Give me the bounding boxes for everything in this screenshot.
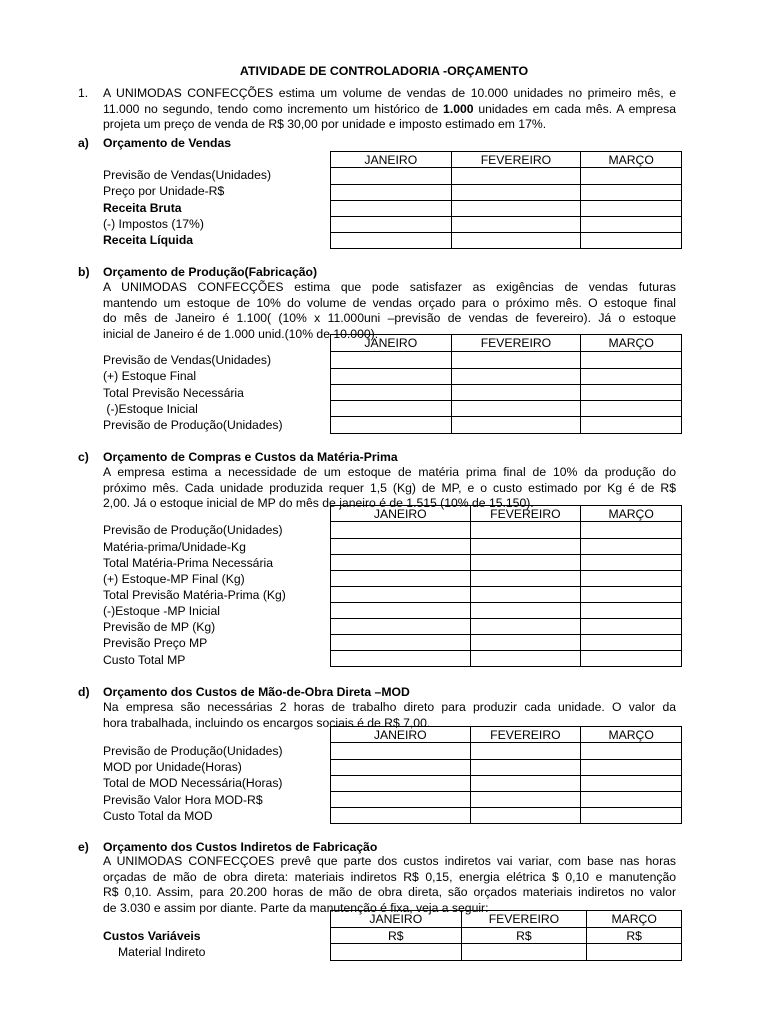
- row-label: Previsão de Vendas(Unidades): [103, 353, 272, 367]
- table-cell[interactable]: [331, 522, 471, 539]
- row-label: Custo Total MP: [103, 653, 186, 667]
- row-label: (+) Estoque-MP Final (Kg): [103, 572, 245, 586]
- table-cell[interactable]: [581, 233, 682, 249]
- table-cell[interactable]: [581, 635, 682, 651]
- table-cell[interactable]: [470, 555, 581, 571]
- section-letter: c): [78, 450, 89, 464]
- month-header: JANEIRO: [331, 335, 452, 352]
- currency-cell: R$: [331, 928, 462, 944]
- table-cell[interactable]: [470, 760, 581, 776]
- table-cell[interactable]: [587, 944, 682, 961]
- paragraph-line: Na empresa são necessárias 2 horas de trabalho direto para produzir cada unidade. O valor da: [103, 700, 676, 714]
- month-header: JANEIRO: [331, 911, 462, 928]
- section-title: Orçamento de Compras e Custos da Matéria-Prima: [103, 450, 398, 464]
- row-label: Previsão Preço MP: [103, 636, 208, 650]
- row-label: Previsão de Vendas(Unidades): [103, 168, 272, 182]
- row-label: (-)Estoque Inicial: [103, 402, 198, 416]
- table-cell[interactable]: [470, 792, 581, 808]
- table-cell[interactable]: [451, 233, 581, 249]
- table-cell[interactable]: [331, 401, 452, 417]
- table-cell[interactable]: [331, 185, 452, 201]
- row-label: Previsão de Produção(Unidades): [103, 523, 283, 537]
- month-header: FEVEREIRO: [470, 727, 581, 743]
- table-cell[interactable]: [331, 539, 471, 555]
- budget-table: [330, 726, 682, 824]
- paragraph-line: mantendo um estoque de 10% do volume de vendas orçado para o próximo mês. O estoque final: [103, 295, 676, 310]
- section-letter: b): [78, 265, 90, 279]
- table-cell[interactable]: [581, 217, 682, 233]
- table-cell[interactable]: [331, 944, 462, 961]
- paragraph-line: hora trabalhada, incluindo os encargos sociais é de R$ 7,00.: [103, 715, 431, 730]
- table-cell[interactable]: [581, 760, 682, 776]
- section-paragraph: [103, 854, 676, 916]
- row-label: Previsão Valor Hora MOD-R$: [103, 793, 263, 807]
- table-cell[interactable]: [581, 539, 682, 555]
- budget-table: [330, 151, 682, 249]
- table-cell[interactable]: [331, 651, 471, 667]
- intro-line: 11.000 no segundo, tendo como incremento um histórico de 1.000 unidades em cada mês. A empresa: [103, 101, 676, 116]
- month-header: MARÇO: [581, 335, 682, 352]
- paragraph-line: inicial de Janeiro é de 1.000 unid.(10% de 10.000).: [103, 326, 379, 341]
- table-cell[interactable]: [451, 385, 581, 401]
- month-header: MARÇO: [581, 152, 682, 168]
- table-cell[interactable]: [581, 385, 682, 401]
- table-cell[interactable]: [581, 808, 682, 824]
- table-cell[interactable]: [581, 619, 682, 635]
- table-cell[interactable]: [451, 369, 581, 385]
- table-cell[interactable]: [331, 603, 471, 619]
- month-header: MARÇO: [587, 911, 682, 928]
- currency-cell: R$: [461, 928, 587, 944]
- row-label: Total Previsão Matéria-Prima (Kg): [103, 588, 286, 602]
- table-cell[interactable]: [581, 743, 682, 760]
- table-cell[interactable]: [470, 571, 581, 587]
- table-cell[interactable]: [470, 776, 581, 792]
- row-label: Custo Total da MOD: [103, 809, 213, 823]
- table-cell[interactable]: [331, 217, 452, 233]
- section-letter: a): [78, 136, 89, 150]
- section-paragraph: [103, 280, 676, 342]
- page-title: ATIVIDADE DE CONTROLADORIA -ORÇAMENTO: [239, 64, 529, 78]
- table-cell[interactable]: [331, 233, 452, 249]
- month-header: FEVEREIRO: [470, 506, 581, 522]
- table-cell[interactable]: [581, 201, 682, 217]
- table-cell[interactable]: [470, 587, 581, 603]
- table-cell[interactable]: [470, 603, 581, 619]
- currency-cell: R$: [587, 928, 682, 944]
- intro-line: projeta um preço de venda de R$ 30,00 por unidade e imposto estimado em 17%.: [103, 117, 547, 131]
- paragraph-line: orçadas de mão de obra direta: materiais indiretos R$ 0,15, energia elétrica $ 0,10 e manutenção: [103, 869, 676, 884]
- table-cell[interactable]: [331, 743, 471, 760]
- section-letter: e): [78, 840, 89, 854]
- section-title: Orçamento de Vendas: [103, 136, 232, 150]
- row-label: (-)Estoque -MP Inicial: [103, 604, 220, 618]
- paragraph-line: A UNIMODAS CONFECÇOES prevê que parte dos custos indiretos vai variar, com base nas horas: [103, 854, 676, 868]
- month-header: JANEIRO: [331, 506, 471, 522]
- table-cell[interactable]: [451, 201, 581, 217]
- table-cell[interactable]: [331, 619, 471, 635]
- table-cell[interactable]: [470, 635, 581, 651]
- table-cell[interactable]: [451, 417, 581, 434]
- month-header: FEVEREIRO: [451, 335, 581, 352]
- row-label: Custos Variáveis: [103, 929, 201, 943]
- paragraph-line: de 3.030 e assim por diante. Parte da manutenção é fixa, veja a seguir:: [103, 900, 489, 915]
- table-cell[interactable]: [581, 603, 682, 619]
- table-cell[interactable]: [331, 369, 452, 385]
- row-label: Total Previsão Necessária: [103, 386, 244, 400]
- table-cell[interactable]: [331, 555, 471, 571]
- table-cell[interactable]: [581, 168, 682, 185]
- paragraph-line: A UNIMODAS CONFECÇÕES estima que pode satisfazer as exigências de vendas futuras: [103, 280, 676, 294]
- row-label: Total Matéria-Prima Necessária: [103, 556, 273, 570]
- table-cell[interactable]: [581, 522, 682, 539]
- table-cell[interactable]: [470, 743, 581, 760]
- month-header: JANEIRO: [331, 152, 452, 168]
- table-cell[interactable]: [451, 217, 581, 233]
- row-label: Receita Líquida: [103, 233, 194, 247]
- table-cell[interactable]: [331, 635, 471, 651]
- paragraph-line: R$ 0,10. Assim, para 20.200 horas de mão de obra direta, são orçados materiais indiretos no valor: [103, 885, 676, 899]
- table-cell[interactable]: [331, 571, 471, 587]
- budget-table: [330, 505, 682, 667]
- table-cell[interactable]: [581, 651, 682, 667]
- row-label: (-) Impostos (17%): [103, 217, 204, 231]
- month-header: JANEIRO: [331, 727, 471, 743]
- row-label: Receita Bruta: [103, 201, 182, 215]
- table-cell[interactable]: [451, 185, 581, 201]
- row-label: Preço por Unidade-R$: [103, 184, 225, 198]
- table-cell[interactable]: [581, 185, 682, 201]
- intro-paragraph: [103, 86, 676, 133]
- paragraph-line: próximo mês. Cada unidade produzida requer 1,5 (Kg) de MP, e o custo estimado por Kg é de R$: [103, 480, 676, 495]
- table-cell[interactable]: [581, 571, 682, 587]
- paragraph-line: 2,00. Já o estoque inicial de MP do mês de janeiro é de 1.515 (10% de 15.150).: [103, 496, 534, 510]
- table-cell[interactable]: [331, 385, 452, 401]
- table-cell[interactable]: [581, 587, 682, 603]
- section-letter: d): [78, 685, 90, 699]
- row-label: Total de MOD Necessária(Horas): [103, 776, 283, 790]
- table-cell[interactable]: [331, 201, 452, 217]
- table-cell[interactable]: [581, 555, 682, 571]
- row-label: Previsão de MP (Kg): [103, 620, 216, 634]
- table-cell[interactable]: [331, 776, 471, 792]
- month-header: MARÇO: [581, 506, 682, 522]
- table-cell[interactable]: [331, 808, 471, 824]
- table-cell[interactable]: [331, 417, 452, 434]
- table-cell[interactable]: [331, 760, 471, 776]
- section-title: Orçamento de Produção(Fabricação): [103, 265, 318, 279]
- table-cell[interactable]: [581, 401, 682, 417]
- row-label: (+) Estoque Final: [103, 369, 197, 383]
- month-header: FEVEREIRO: [451, 152, 581, 168]
- table-cell[interactable]: [470, 808, 581, 824]
- table-cell[interactable]: [470, 651, 581, 667]
- row-label: Previsão de Produção(Unidades): [103, 744, 283, 758]
- table-cell[interactable]: [470, 619, 581, 635]
- paragraph-line: A empresa estima a necessidade de um estoque de matéria prima final de 10% da produção do: [103, 465, 676, 479]
- table-cell[interactable]: [581, 776, 682, 792]
- table-cell[interactable]: [470, 539, 581, 555]
- section-title: Orçamento dos Custos Indiretos de Fabricação: [103, 840, 378, 854]
- table-cell[interactable]: [451, 401, 581, 417]
- paragraph-line: do mês de Janeiro é 1.100( (10% x 11.000uni –previsão de vendas de fevereiro). Já o estoque: [103, 311, 676, 325]
- table-cell[interactable]: [581, 369, 682, 385]
- month-header: FEVEREIRO: [461, 911, 587, 928]
- table-cell[interactable]: [451, 352, 581, 369]
- section-title: Orçamento dos Custos de Mão-de-Obra Direta –MOD: [103, 685, 410, 699]
- row-label: Material Indireto: [118, 945, 206, 959]
- table-cell[interactable]: [331, 587, 471, 603]
- table-cell[interactable]: [470, 522, 581, 539]
- table-cell[interactable]: [581, 792, 682, 808]
- budget-table: [330, 910, 682, 961]
- budget-table: [330, 334, 682, 434]
- row-label: Previsão de Produção(Unidades): [103, 418, 283, 432]
- row-label: Matéria-prima/Unidade-Kg: [103, 540, 246, 554]
- table-cell[interactable]: [461, 944, 587, 961]
- table-cell[interactable]: [331, 792, 471, 808]
- table-cell[interactable]: [451, 168, 581, 185]
- row-label: MOD por Unidade(Horas): [103, 760, 242, 774]
- month-header: MARÇO: [581, 727, 682, 743]
- item-number: 1.: [78, 86, 89, 100]
- table-cell[interactable]: [581, 417, 682, 434]
- intro-line: A UNIMODAS CONFECÇÕES estima um volume de vendas de 10.000 unidades no primeiro mês, e: [103, 86, 676, 100]
- table-cell[interactable]: [331, 352, 452, 369]
- table-cell[interactable]: [581, 352, 682, 369]
- table-cell[interactable]: [331, 168, 452, 185]
